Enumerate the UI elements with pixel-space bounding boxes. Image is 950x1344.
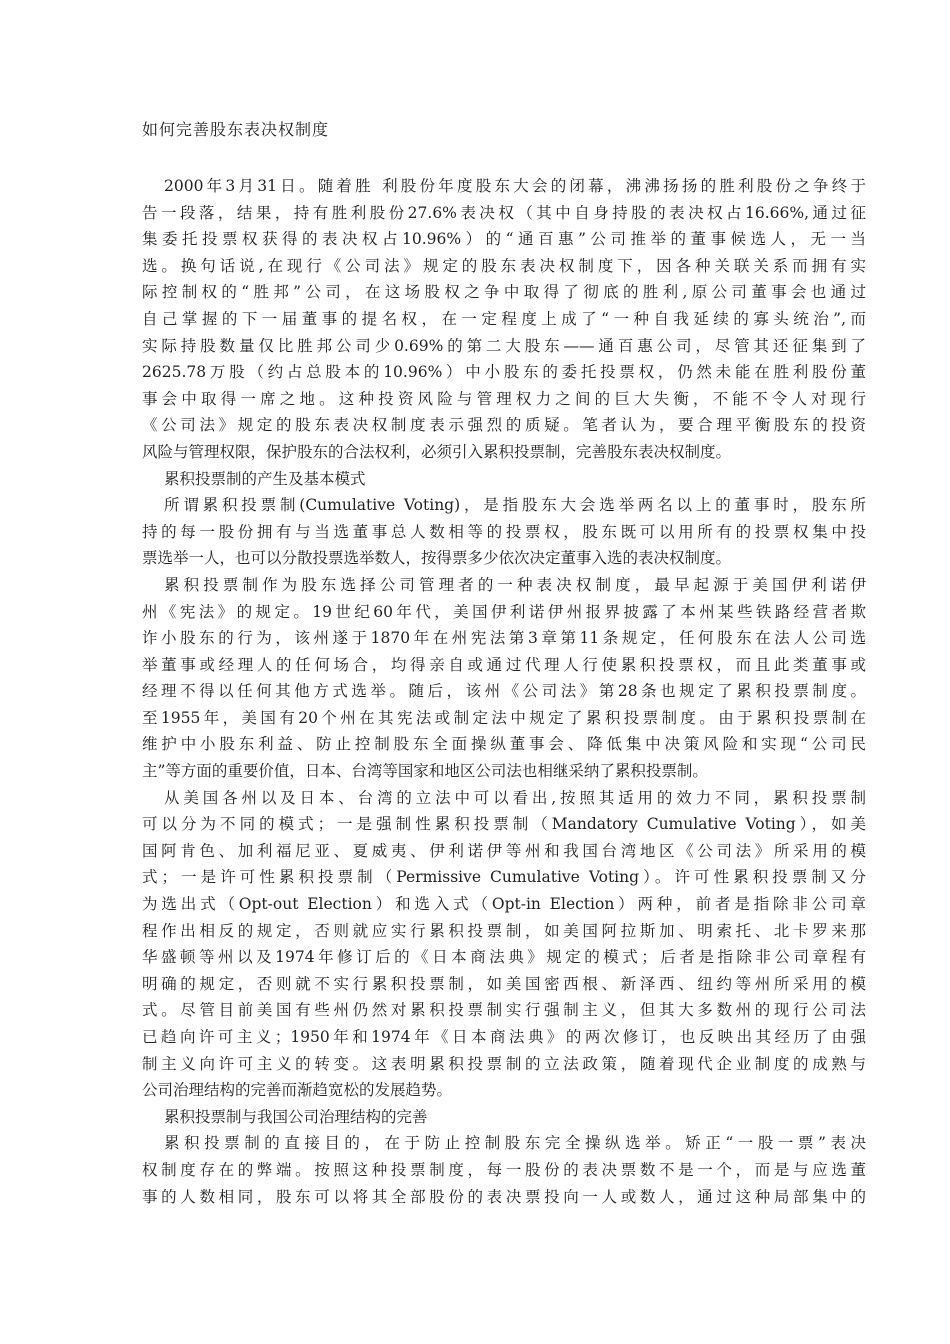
text-line: 州《宪法》的规定。19世纪60年代，美国伊利诺伊州报界披露了本州某些铁路经营者欺	[142, 602, 866, 621]
text-line: 从美国各州以及日本、台湾的立法中可以看出,按照其适用的效力不同，累积投票制	[164, 788, 866, 807]
text-line: 举董事或经理人的任何场合，均得亲自或通过代理人行使累积投票权，而且此类董事或	[142, 655, 866, 674]
text-line: 式；一是许可性累积投票制（Permissive Cumulative Voting）。许可性累积投票制又分	[142, 868, 866, 887]
text-line: 累积投票制作为股东选择公司管理者的一种表决权制度，最早起源于美国伊利诺伊	[164, 575, 866, 594]
text-line: 式。尽管目前美国有些州仍然对累积投票制实行强制主义，但其大多数州的现行公司法	[142, 1001, 866, 1020]
text-line: 公司治理结构的完善而渐趋宽松的发展趋势。	[142, 1081, 453, 1100]
text-line: 权制度存在的弊端。按照这种投票制度，每一股份的表决票数不是一个，而是与应选董	[142, 1160, 866, 1179]
text-line: 已趋向许可主义；1950年和1974年《日本商法典》的两次修订，也反映出其经历了由强	[142, 1028, 866, 1046]
text-line: 华盛顿等州以及1974年修订后的《日本商法典》规定的模式；后者是指除非公司章程有	[142, 948, 866, 967]
text-line: 制主义向许可主义的转变。这表明累积投票制的立法政策，随着现代企业制度的成熟与	[142, 1054, 866, 1073]
text-line: 事会中取得一席之地。这种投资风险与管理权力之间的巨大失衡，不能不令人对现行	[142, 389, 866, 408]
text-line: 明确的规定，否则就不实行累积投票制，如美国密西根、新泽西、纽约等州所采用的模	[142, 974, 866, 993]
text-line: 国阿肯色、加利福尼亚、夏威夷、伊利诺伊等州和我国台湾地区《公司法》所采用的模	[142, 841, 866, 860]
text-line: 累积投票制的产生及基本模式	[164, 469, 366, 488]
document-title: 如何完善股东表决权制度	[142, 120, 330, 139]
text-line: 《公司法》规定的股东表决权制度表示强烈的质疑。笔者认为，要合理平衡股东的投资	[142, 416, 866, 435]
text-line: 2625.78万股（约占总股本的10.96%）中小股东的委托投票权，仍然未能在胜利股份董	[142, 363, 866, 382]
text-line: 风险与管理权限，保护股东的合法权利，必须引入累积投票制，完善股东表决权制度。	[142, 442, 732, 461]
text-line: 自己掌握的下一届董事的提名权，在一定程度上成了“一种自我延续的寡头统治”,而	[142, 309, 866, 328]
text-line: 维护中小股东利益、防止控制股东全面操纵董事会、降低集中决策风险和实现“公司民	[142, 735, 866, 754]
text-line: 事的人数相同，股东可以将其全部股份的表决票投向一人或数人，通过这种局部集中的	[142, 1187, 866, 1206]
text-line: 主”等方面的重要价值，日本、台湾等国家和地区公司法也相继采纳了累积投票制。	[142, 762, 708, 781]
text-line: 际控制权的“胜邦”公司，在这场股权之争中取得了彻底的胜利,原公司董事会也通过	[142, 283, 866, 302]
text-line: 为选出式（Opt-out Election）和选入式（Opt-in Election）两种，前者是指除非公司章	[142, 895, 866, 914]
text-line: 程作出相反的规定，否则就应实行累积投票制，如美国阿拉斯加、明索托、北卡罗来那	[142, 921, 866, 940]
text-line: 累积投票制与我国公司治理结构的完善	[164, 1107, 428, 1126]
text-line: 累积投票制的直接目的，在于防止控制股东完全操纵选举。矫正“一股一票”表决	[164, 1134, 866, 1153]
text-line: 2000年3月31日。随着胜 利股份年度股东大会的闭幕，沸沸扬扬的胜利股份之争终于	[164, 177, 866, 195]
text-line: 实际持股数量仅比胜邦公司少0.69%的第二大股东——通百惠公司，尽管其还征集到了	[142, 336, 866, 355]
text-line: 持的每一股份拥有与当选董事总人数相等的投票权，股东既可以用所有的投票权集中投	[142, 522, 866, 541]
text-line: 经理不得以任何其他方式选举。随后，该州《公司法》第28条也规定了累积投票制度。	[142, 682, 866, 701]
text-line: 集委托投票权获得的表决权占10.96%）的“通百惠”公司推举的董事候选人，无一当	[142, 230, 866, 249]
text-line: 诈小股东的行为，该州遂于1870年在州宪法第3章第11条规定，任何股东在法人公司选	[142, 629, 866, 648]
document-body	[142, 173, 866, 1210]
text-line: 所谓累积投票制(Cumulative Voting)，是指股东大会选举两名以上的董事时，股东所	[164, 496, 866, 515]
text-line: 可以分为不同的模式；一是强制性累积投票制（Mandatory Cumulative Voting），如美	[142, 815, 866, 834]
text-line: 票选举一人，也可以分散投票选举数人，按得票多少依次决定董事入选的表决权制度。	[142, 549, 732, 568]
text-line: 至1955年，美国有20个州在其宪法或制定法中规定了累积投票制度。由于累积投票制在	[142, 708, 866, 727]
text-line: 选。换句话说,在现行《公司法》规定的股东表决权制度下，因各种关联关系而拥有实	[142, 256, 866, 275]
text-line: 告一段落，结果，持有胜利股份27.6%表决权（其中自身持股的表决权占16.66%,通过征	[142, 203, 866, 222]
